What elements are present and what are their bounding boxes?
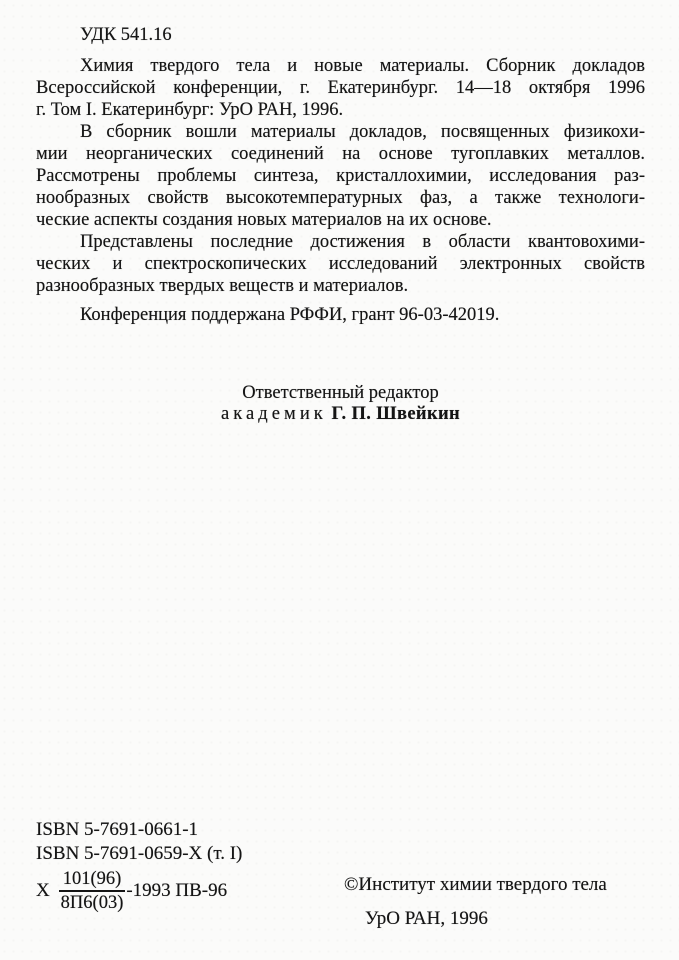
abstract-paragraph-2 bbox=[36, 231, 645, 297]
text-line: Всероссийской конференции, г. Екатеринбург. 14—18 октября 1996 bbox=[36, 78, 645, 98]
text-line: разнообразных твердых веществ и материалов. bbox=[36, 276, 409, 296]
editor-credit bbox=[36, 404, 645, 425]
editor-name: Г. П. Швейкин bbox=[331, 404, 461, 424]
text-line: Представлены последние достижения в области квантовохими- bbox=[80, 232, 645, 252]
editor-title: Ответственный редактор bbox=[242, 383, 439, 403]
isbn-2: ISBN 5-7691-0659-X (т. I) bbox=[36, 843, 243, 864]
bibliographic-paragraph bbox=[36, 55, 645, 121]
text-line: Химия твердого тела и новые материалы. Сборник докладов bbox=[80, 56, 645, 76]
fraction-denominator: 8П6(03) bbox=[60, 893, 124, 913]
grant-note: Конференция поддержана РФФИ, грант 96-03-42019. bbox=[80, 305, 500, 325]
text-line: Рассмотрены проблемы синтеза, кристаллохимии, исследования раз- bbox=[36, 166, 645, 186]
udk-number: УДК 541.16 bbox=[80, 25, 172, 45]
copyright-publisher-year: УрО РАН, 1996 bbox=[365, 908, 488, 929]
copyright-institute: ©Институт химии твердого тела bbox=[344, 874, 607, 895]
text-line: В сборник вошли материалы докладов, посвященных физикохи- bbox=[80, 122, 645, 142]
editor-role: академик bbox=[220, 404, 327, 424]
text-line: мии неорганических соединений на основе тугоплавких металлов. bbox=[36, 144, 645, 164]
copyright-section bbox=[344, 873, 607, 931]
abstract-paragraph-1 bbox=[36, 121, 645, 231]
text-line: г. Том I. Екатеринбург: УрО РАН, 1996. bbox=[36, 100, 344, 120]
imprint-block bbox=[36, 818, 645, 929]
classification-fraction bbox=[59, 869, 126, 913]
text-line: ческие аспекты создания новых материалов на их основе. bbox=[36, 210, 492, 230]
editor-section bbox=[36, 383, 645, 425]
code-letter: Х bbox=[36, 880, 50, 901]
fraction-numerator: 101(96) bbox=[59, 869, 126, 892]
text-line: ческих и спектроскопических исследований электронных свойств bbox=[36, 254, 645, 274]
code-suffix: -1993 ПВ-96 bbox=[126, 880, 228, 901]
text-line: нообразных свойств высокотемпературных фаз, а также технологи- bbox=[36, 188, 645, 208]
body-text bbox=[36, 24, 645, 425]
isbn-1: ISBN 5-7691-0661-1 bbox=[36, 819, 199, 840]
